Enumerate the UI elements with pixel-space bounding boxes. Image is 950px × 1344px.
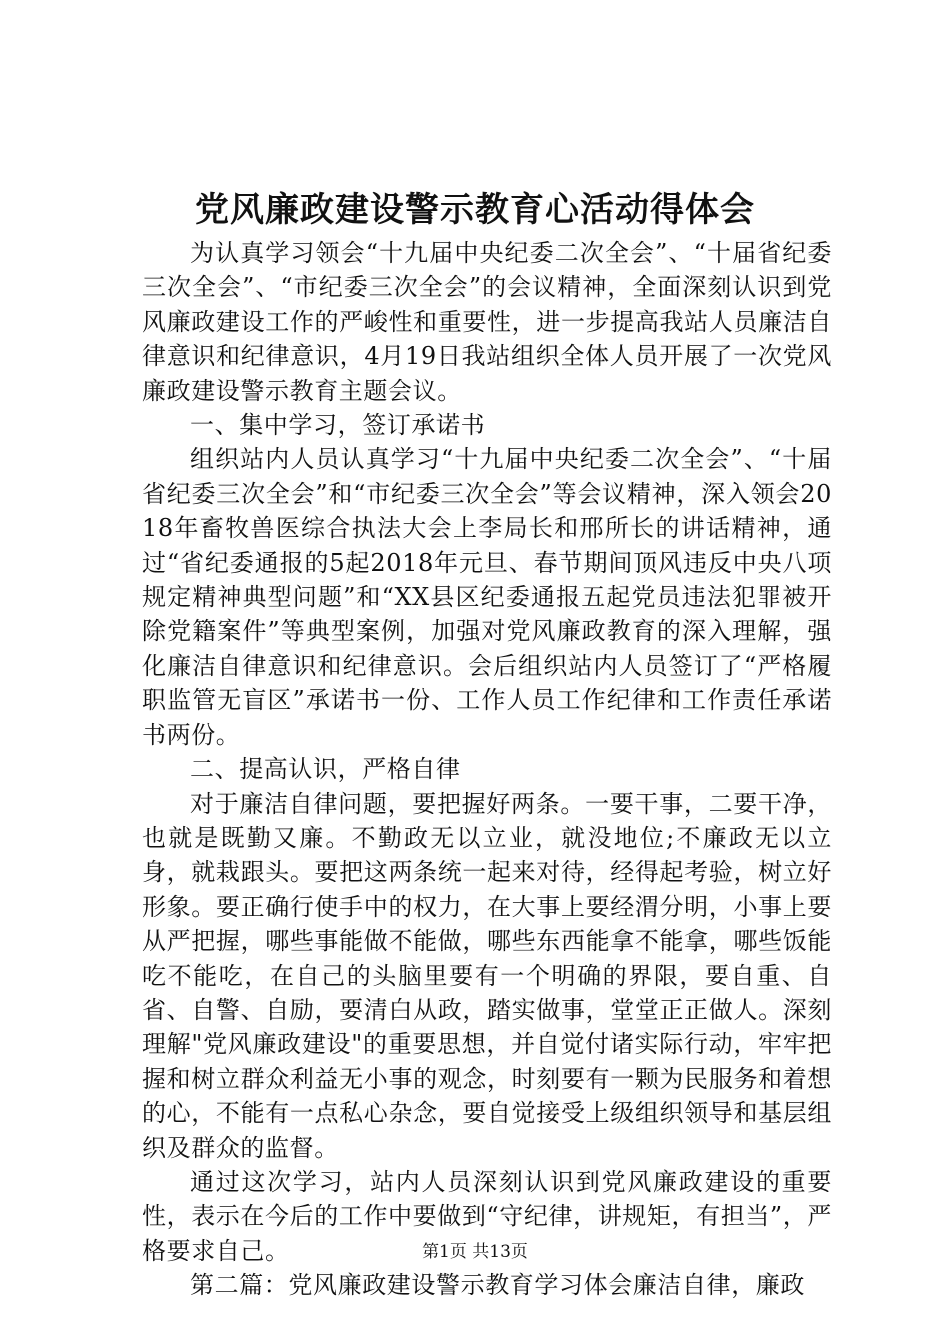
next-article-heading: 第二篇：党风廉政建设警示教育学习体会廉洁自律，廉政 [190,1271,805,1300]
document-title: 党风廉政建设警示教育心活动得体会 [195,190,755,230]
conclusion-paragraph: 通过这次学习，站内人员深刻认识到党风廉政建设的重要性，表示在今后的工作中要做到“守纪律，讲规矩，有担当”，严格要求自己。 [142,1167,832,1265]
section-1-paragraph: 组织站内人员认真学习“十九届中央纪委二次全会”、“十届省纪委三次全会”和“市纪委三次全会”等会议精神，深入领会2018年畜牧兽医综合执法大会上李局长和邢所长的讲话精神，通过“省纪委通报的5起2018年元旦、春节期间顶风违反中央八项规定精神典型问题”和“XX县区纪委通报五起党员违法犯罪被开除党籍案件”等典型案例，加强对党风廉政教育的深入理解，强化廉洁自律意识和纪律意识。会后组织站内人员签订了“严格履职监管无盲区”承诺书一份、工作人员工作纪律和工作责任承诺书两份。 [142,445,832,749]
section-heading-2: 二、提高认识，严格自律 [190,755,461,784]
section-2-paragraph: 对于廉洁自律问题，要把握好两条。一要干事，二要干净，也就是既勤又廉。不勤政无以立业，就没地位;不廉政无以立身，就栽跟头。要把这两条统一起来对待，经得起考验，树立好形象。要正确行使手中的权力，在大事上要经渭分明，小事上要从严把握，哪些事能做不能做，哪些东西能拿不能拿，哪些饭能吃不能吃，在自己的头脑里要有一个明确的界限，要自重、自省、自警、自励，要清白从政，踏实做事，堂堂正正做人。深刻理解"党风廉政建设"的重要思想，并自觉付诸实际行动，牢牢把握和树立群众利益无小事的观念，时刻要有一颗为民服务和着想的心，不能有一点私心杂念，要自觉接受上级组织领导和基层组织及群众的监督。 [142,789,832,1162]
page-number-footer: 第1页 共13页 [422,1242,528,1262]
intro-paragraph: 为认真学习领会“十九届中央纪委二次全会”、“十届省纪委三次全会”、“市纪委三次全会”的会议精神，全面深刻认识到党风廉政建设工作的严峻性和重要性，进一步提高我站人员廉洁自律意识和纪律意识，4月19日我站组织全体人员开展了一次党风廉政建设警示教育主题会议。 [142,239,832,405]
document-body [142,236,832,1303]
section-heading-1: 一、集中学习，签订承诺书 [190,411,486,440]
